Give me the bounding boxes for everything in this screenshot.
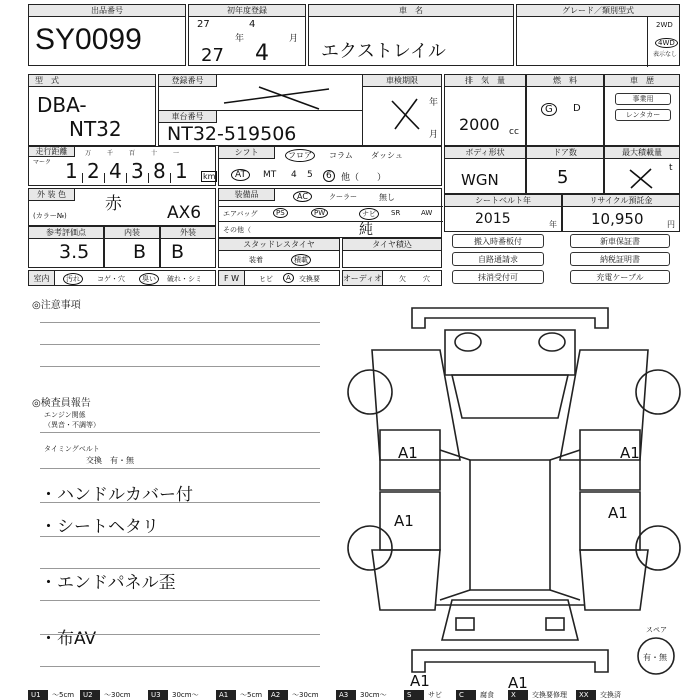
room-odor: 臭い [139,273,159,285]
spare-value: 有・無 [643,653,667,662]
notes-line [40,366,320,367]
model-value-code: NT32 [69,117,122,141]
legend-meaning: サビ [425,690,455,700]
damage-mark: A1 [410,672,430,690]
mileage-digit: 3 [131,159,144,183]
first-registration-box [188,4,306,66]
doc-self-registration: 自路通請求 [452,252,544,266]
recycle-box [562,194,680,232]
room-tear: 破れ・シミ [167,275,202,283]
doc-charging-cable: 充電ケーブル [570,270,670,284]
doors-box [526,146,604,194]
mileage-digit: 1 [65,159,78,183]
equipment-pw: PW [311,208,328,218]
notes-heading: ◎注意事項 [32,300,81,311]
equipment-navi-note: 純 [359,222,373,238]
room-label: 室内 [29,271,55,285]
damage-mark: A1 [620,444,640,462]
inspection-label: 車検期限 [363,75,441,87]
registration-number-box [158,74,364,112]
inspection-year-label: 年 [429,98,439,108]
legend-code: X [508,690,528,700]
evaluation-value: 3.5 [59,241,90,263]
report-handwritten-line: ・ハンドルカバー付 [40,485,193,505]
body-type-value: WGN [461,171,499,189]
report-engine-sub: （異音・不調等） [44,421,100,429]
equipment-other: その他（ [223,226,251,234]
mileage-digit: 2 [87,159,100,183]
room-burn: コゲ・穴 [97,275,125,283]
room-dirt: 汚れ [63,273,83,285]
report-timing-sub: 交換 有・無 [86,456,134,465]
color-label: 外 装 色 [29,189,75,201]
legend-meaning: 交換要修理 [529,690,575,700]
car-name-label: 車 名 [309,5,513,17]
shift-other: 他（ ） [341,173,387,183]
legend-meaning: ～5cm [49,690,79,700]
report-handwritten-line: ・エンドパネル歪 [40,573,176,593]
damage-mark: A1 [398,444,418,462]
grade-box [516,4,680,66]
fw-crack: ヒビ [259,275,273,283]
displacement-label: 排 気 量 [445,75,525,87]
mileage-unit-label: 千 [107,150,114,157]
history-commercial: 事業用 [615,93,671,105]
grade-label: グレード／類別型式 [517,5,679,17]
capacity-label: 最大積載量 [605,147,679,159]
color-box [28,188,216,226]
body-type-label: ボディ形状 [445,147,525,159]
audio-box [342,270,442,286]
displacement-value: 2000 [459,115,500,134]
legend-meaning: 30cm～ [357,690,403,700]
registration-number-label: 登録番号 [159,75,217,87]
shift-floor: フロア [285,149,315,162]
legend-meaning: ～30cm [101,690,147,700]
legend-code: C [456,690,476,700]
exterior-grade-value: B [171,241,185,263]
equipment-airbag: エアバッグ [223,210,258,218]
recycle-label: リサイクル預託金 [563,195,679,207]
notes-line [40,322,320,323]
body-type-box [444,146,526,194]
mileage-box [28,146,216,186]
mileage-separator [82,173,83,183]
evaluation-box [28,226,104,268]
shift-label: シフト [219,147,275,159]
equipment-navi: ナビ [359,208,379,220]
lot-number-box [28,4,186,66]
equipment-none: 無し [379,193,395,202]
model-box [28,74,156,146]
report-line [40,502,320,503]
capacity-unit: t [669,163,673,173]
studless-stacked: 積載 [291,254,311,266]
chassis-number-label: 車台番号 [159,111,217,123]
legend-code: A1 [216,690,236,700]
damage-legend [28,690,680,700]
legend-code: S [404,690,424,700]
report-line [40,634,320,635]
lot-number-value: SY0099 [35,23,142,56]
doc-tax-certificate: 納税証明書 [570,252,670,266]
report-handwritten-line: ・布AV [40,629,97,649]
car-name-box [308,4,514,66]
interior-grade-label: 内装 [105,227,159,239]
fw-box [218,270,340,286]
drive-4wd: 4WD [655,38,678,48]
studless-label: スタッドレスタイヤ [219,239,339,251]
first-reg-month-print: 4 [249,19,256,30]
recycle-value: 10,950 [591,210,644,228]
mileage-unit-label: 一 [173,150,180,157]
first-registration-label: 初年度登録 [189,5,305,17]
legend-code: A2 [268,690,288,700]
report-handwritten-line: ・シートヘタリ [40,517,159,537]
inspection-strike [389,97,423,133]
first-reg-month-label: 月 [289,34,299,44]
spare-label: スペア [646,626,667,634]
exterior-grade-label: 外装 [161,227,215,239]
car-damage-diagram [340,300,690,690]
interior-grade-value: B [133,241,147,263]
mileage-digit: 1 [175,159,188,183]
tire-stack-label: タイヤ積込 [343,239,441,251]
mileage-separator [104,173,105,183]
doc-plate-attached: 搬入時番板付 [452,234,544,248]
equipment-aw: AW [421,209,433,217]
model-label: 型 式 [29,75,155,87]
mileage-separator [126,173,127,183]
inspection-box [362,74,442,146]
audio-hole: 穴 [423,275,430,283]
chassis-number-box [158,110,364,146]
first-reg-year-handwritten: 27 [201,45,224,66]
equipment-sr: SR [391,209,401,217]
legend-code: U3 [148,690,168,700]
legend-code: A3 [336,690,356,700]
first-reg-year-print: 27 [197,19,210,30]
fuel-box [526,74,604,146]
mileage-digit: 8 [153,159,166,183]
legend-meaning: ～5cm [237,690,267,700]
report-line [40,432,320,433]
doors-label: ドア数 [527,147,603,159]
mileage-separator [170,173,171,183]
shift-box [218,146,442,186]
damage-mark: A1 [394,512,414,530]
damage-mark: A1 [608,504,628,522]
room-box [28,270,216,286]
chassis-number-value: NT32-519506 [167,123,297,145]
capacity-box [604,146,680,194]
report-engine-label: エンジン関係 [44,411,86,419]
audio-missing: 欠 [399,275,406,283]
mileage-unit: km [203,172,216,181]
audio-label: オーディオ [343,271,383,285]
drive-2wd: 2WD [656,21,673,29]
mileage-label: 走行距離 [29,147,75,157]
history-box [604,74,680,146]
color-value: 赤 [105,194,122,214]
legend-meaning: 30cm～ [169,690,215,700]
documents-box [444,232,680,286]
equipment-ac: AC [293,191,312,202]
color-code-label: (カラー№) [33,212,67,220]
mileage-separator [148,173,149,183]
mileage-digit: 4 [109,159,122,183]
legend-meaning: 腐食 [477,690,507,700]
doc-deregistration: 抹消受付可 [452,270,544,284]
seatbelt-unit: 年 [549,220,557,229]
report-line [40,600,320,601]
seatbelt-value: 2015 [475,211,511,227]
equipment-label: 装備品 [219,189,275,201]
equipment-box [218,188,442,238]
equipment-ps: PS [273,208,288,218]
legend-code: U1 [28,690,48,700]
mileage-unit-label: 万 [85,150,92,157]
legend-code: U2 [80,690,100,700]
report-line [40,468,320,469]
legend-meaning: 交換済 [597,690,627,700]
studless-box [218,238,340,268]
report-line [40,666,320,667]
history-rental: レンタカー [615,109,671,121]
exterior-grade-box [160,226,216,268]
car-name-value: エクストレイル [321,41,446,62]
capacity-strike [627,167,655,191]
history-label: 車 歴 [605,75,679,87]
tire-stack-box [342,238,442,268]
seatbelt-box [444,194,562,232]
first-reg-month-handwritten: 4 [255,41,269,66]
fuel-label: 燃 料 [527,75,603,87]
notes-line [40,344,320,345]
model-value-prefix: DBA- [37,93,87,117]
fuel-diesel: D [573,103,581,114]
interior-grade-box [104,226,160,268]
displacement-box [444,74,526,146]
color-code-value: AX6 [167,203,202,223]
seatbelt-label: シートベルト年 [445,195,561,207]
equipment-cooler: クーラー [329,193,357,201]
mileage-unit-label: 百 [129,150,136,157]
lot-number-label: 出品番号 [29,5,185,17]
doc-warranty: 新車保証書 [570,234,670,248]
report-heading: ◎検査員報告 [32,398,91,409]
report-timing-label: タイミングベルト [44,445,100,453]
shift-column: コラム [329,151,353,160]
shift-gear-4: 4 [291,170,297,180]
doors-value: 5 [557,167,569,188]
recycle-unit: 円 [667,220,675,229]
shift-mt: MT [263,170,277,180]
shift-at: AT [231,169,250,181]
first-reg-year-label: 年 [235,34,245,44]
studless-mounted: 装着 [249,256,263,264]
damage-mark: A1 [508,674,528,690]
shift-dash: ダッシュ [371,151,403,160]
fuel-gasoline: G [541,103,557,116]
shift-gear-6: 6 [323,170,335,182]
registration-strike [219,81,339,111]
drive-none: 表示なし [653,51,678,58]
fw-label: F W [219,271,245,285]
shift-gear-5: 5 [307,170,313,180]
mileage-unit-label: 十 [151,150,158,157]
mileage-mark-label: マーク [33,159,52,166]
legend-meaning: ～30cm [289,690,335,700]
inspection-month-label: 月 [429,130,439,140]
fw-replace: 交換要 [299,275,320,283]
evaluation-label: 参考評価点 [29,227,103,239]
report-line [40,536,320,537]
displacement-unit: cc [509,127,519,137]
legend-code: XX [576,690,596,700]
fw-a-mark: A [283,273,294,283]
